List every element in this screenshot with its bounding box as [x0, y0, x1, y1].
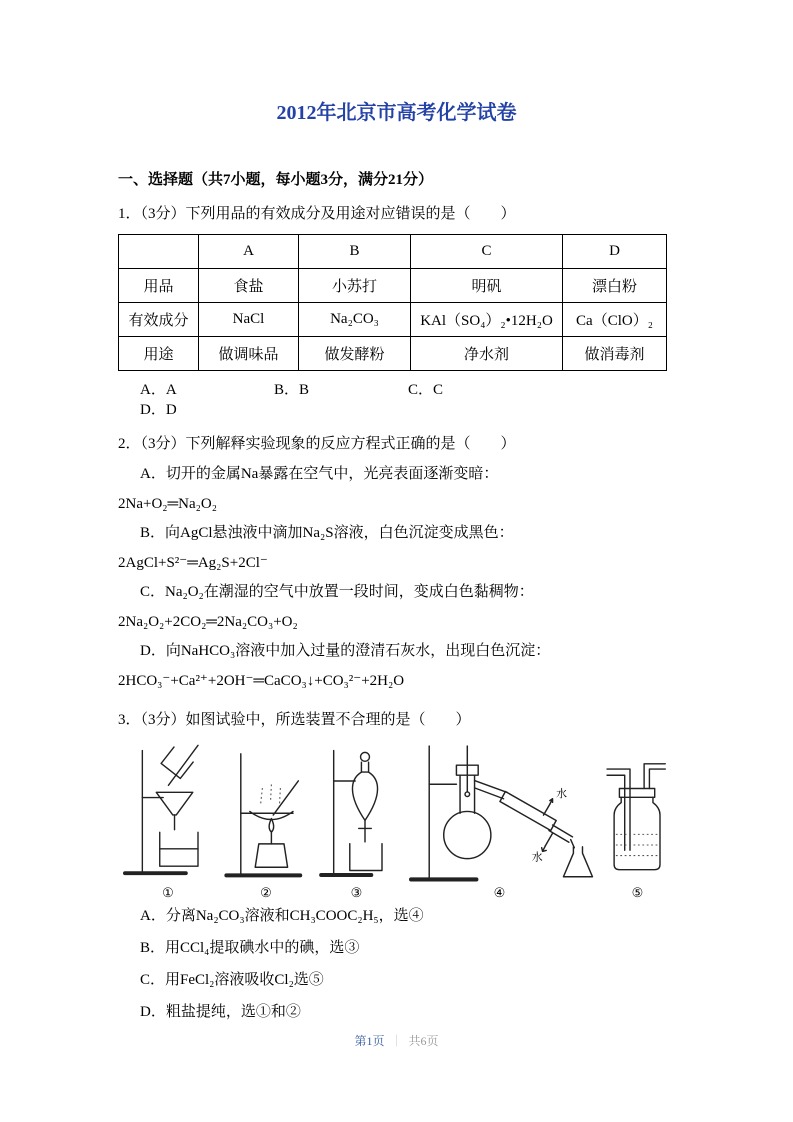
evaporation-drawing [221, 737, 311, 885]
page-title: 2012年北京市高考化学试卷 [276, 102, 517, 124]
separating-funnel-drawing [314, 737, 399, 885]
q1-table-header-row [119, 235, 667, 269]
figure-label-3: ③ [350, 885, 363, 900]
q2-equation-a: 2Na+O₂═Na₂O₂ [118, 495, 217, 512]
figure-distillation [402, 737, 597, 900]
q3-choice-c: C．用FeCl₂溶液吸收Cl₂选⑤ [140, 972, 324, 988]
table-header-cell: C [411, 235, 563, 269]
table-cell: 用品 [119, 269, 199, 303]
q2-stem: 2．（3分）下列解释实验现象的反应方程式正确的是（ ） [118, 436, 516, 452]
table-cell: 明矾 [411, 269, 563, 303]
q3-choices [118, 900, 675, 1028]
q2-equation-d: 2HCO₃⁻+Ca²⁺+2OH⁻═CaCO₃↓+CO₃²⁻+2H₂O [118, 672, 405, 689]
footer-separator: ｜ [390, 1034, 403, 1048]
q2-equation-b: 2AgCl+S²⁻═Ag₂S+2Cl⁻ [118, 554, 268, 571]
table-cell: Na₂CO₃ [299, 303, 411, 337]
page-footer [0, 1032, 793, 1049]
q1-choices [118, 380, 675, 420]
table-cell: 做调味品 [199, 337, 299, 371]
figure-label-2: ② [260, 885, 272, 900]
table-cell: Ca（ClO）₂ [563, 303, 667, 337]
q1-choice-b: B．B [274, 382, 310, 398]
q1-choice-a: A．A [140, 382, 177, 398]
gas-washing-bottle-drawing [600, 737, 675, 885]
table-cell: 漂白粉 [563, 269, 667, 303]
figure-label-4: ④ [493, 885, 506, 900]
figure-label-5: ⑤ [631, 885, 644, 900]
q3-apparatus-figure [118, 738, 675, 900]
q1-table [118, 234, 667, 371]
table-cell: 用途 [119, 337, 199, 371]
figure-filtration [118, 737, 218, 900]
figure-label-1: ① [162, 885, 174, 900]
q1-choice-c: C．C [408, 382, 444, 398]
q1-stem: 1．（3分）下列用品的有效成分及用途对应错误的是（ ） [118, 206, 516, 222]
table-cell: NaCl [199, 303, 299, 337]
q2-options [118, 460, 675, 696]
footer-current-page: 第1页 [354, 1034, 385, 1048]
table-row [119, 269, 667, 303]
table-cell: 做消毒剂 [563, 337, 667, 371]
water-in-label: 水 [531, 851, 543, 864]
q2-option-c: C．Na₂O₂在潮湿的空气中放置一段时间，变成白色黏稠物： [140, 584, 534, 600]
table-cell: KAl（SO₄）₂•12H₂O [411, 303, 563, 337]
table-header-cell: D [563, 235, 667, 269]
distillation-drawing [402, 737, 597, 885]
table-cell: 有效成分 [119, 303, 199, 337]
q3-choice-d: D．粗盐提纯，选①和② [140, 1004, 301, 1020]
table-row [119, 303, 667, 337]
q2-option-a: A．切开的金属Na暴露在空气中，光亮表面逐渐变暗： [140, 466, 499, 482]
water-out-label: 水 [556, 787, 568, 800]
figure-gas-washing-bottle [600, 737, 675, 900]
q3-stem: 3．（3分）如图试验中，所选装置不合理的是（ ） [118, 712, 471, 728]
table-cell: 做发酵粉 [299, 337, 411, 371]
q3-choice-a: A．分离Na₂CO₃溶液和CH₃COOC₂H₅，选④ [140, 908, 424, 924]
table-cell: 小苏打 [299, 269, 411, 303]
section1-heading: 一、选择题（共7小题，每小题3分，满分21分） [118, 172, 434, 188]
q2-option-d: D．向NaHCO₃溶液中加入过量的澄清石灰水，出现白色沉淀： [140, 643, 551, 659]
table-header-cell: A [199, 235, 299, 269]
figure-separating-funnel [314, 737, 399, 900]
table-cell: 净水剂 [411, 337, 563, 371]
figure-evaporation [221, 737, 311, 900]
filtration-drawing [118, 737, 218, 885]
footer-total-pages: 共6页 [408, 1034, 439, 1048]
q2-option-b: B．向AgCl悬浊液中滴加Na₂S溶液，白色沉淀变成黑色： [140, 525, 514, 541]
q2-equation-c: 2Na₂O₂+2CO₂═2Na₂CO₃+O₂ [118, 613, 298, 630]
table-row [119, 337, 667, 371]
table-cell: 食盐 [199, 269, 299, 303]
table-header-cell: B [299, 235, 411, 269]
table-header-cell [119, 235, 199, 269]
q1-choice-d: D．D [140, 402, 177, 418]
q3-choice-b: B．用CCl₄提取碘水中的碘，选③ [140, 940, 360, 956]
